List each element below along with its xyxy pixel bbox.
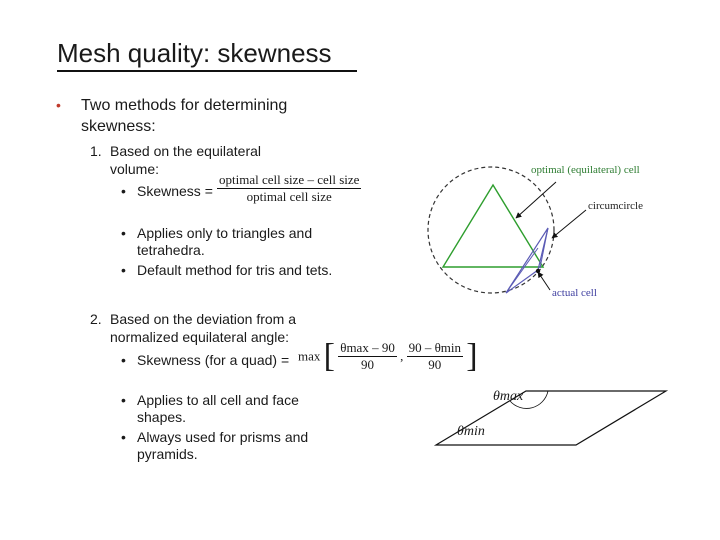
- bullet-dot: •: [121, 183, 126, 199]
- actual-cell-arrow: [538, 272, 550, 290]
- intro-line-2: skewness:: [81, 118, 156, 135]
- intro-line-1: Two methods for determining: [81, 97, 288, 114]
- method2-bullet3-line-1: Always used for prisms and: [137, 429, 309, 445]
- method2-bullet2-line-2: shapes.: [137, 409, 187, 425]
- method2-line-2: normalized equilateral angle:: [110, 329, 289, 345]
- title-underline: [57, 70, 357, 72]
- actual-cell-edge: [506, 248, 538, 293]
- label-circumcircle: circumcircle: [588, 200, 643, 212]
- label-optimal-cell: optimal (equilateral) cell: [531, 164, 640, 176]
- theta-min-label: θmin: [457, 424, 485, 439]
- method1-denominator: optimal cell size: [246, 189, 332, 204]
- bullet-dot: •: [121, 262, 126, 278]
- optimal-cell-triangle: [443, 185, 543, 267]
- right-bracket: ]: [466, 337, 478, 375]
- method1-bullet2-line-1: Applies only to triangles and: [137, 225, 313, 241]
- vertex-dot: [536, 269, 540, 273]
- bullet-dot: •: [121, 392, 126, 408]
- left-bracket: [: [323, 337, 335, 375]
- theta-max-label: θmax: [493, 389, 524, 404]
- method1-numerator: optimal cell size – cell size: [219, 172, 360, 187]
- page-title: Mesh quality: skewness: [57, 38, 332, 68]
- frac2-numerator: 90 – θmin: [408, 340, 462, 355]
- method2-formula: max [ $\frac{\theta\max - 90}{90}$ , $\frac{90 - \theta\min}{90}$ ]: [298, 337, 478, 375]
- method1-line-1: Based on the equilateral: [110, 143, 261, 159]
- bullet-dot: •: [121, 352, 126, 368]
- method1-formula-prefix: Skewness =: [137, 183, 213, 199]
- frac2-denominator: 90: [428, 357, 442, 372]
- method1-bullet3: Default method for tris and tets.: [137, 262, 333, 278]
- method2-formula-prefix: Skewness (for a quad) =: [137, 352, 290, 368]
- frac1-denominator: 90: [361, 357, 375, 372]
- method1-number: 1.: [90, 143, 102, 159]
- method2-bullet2-line-1: Applies to all cell and face: [137, 392, 299, 408]
- method2-number: 2.: [90, 311, 102, 327]
- bullet-dot: •: [121, 429, 126, 445]
- bullet-dot: •: [56, 97, 61, 113]
- method2-bullet3-line-2: pyramids.: [137, 446, 198, 462]
- method1-bullet2-line-2: tetrahedra.: [137, 242, 205, 258]
- label-actual-cell: actual cell: [552, 287, 597, 299]
- circumcircle-arrow: [552, 210, 586, 238]
- bullet-dot: •: [121, 225, 126, 241]
- method2-line-1: Based on the deviation from a: [110, 311, 297, 327]
- method1-line-2: volume:: [110, 161, 160, 177]
- skewness-quad-diagram: [430, 380, 690, 460]
- max-label: max: [298, 348, 321, 364]
- optimal-cell-arrow: [516, 182, 556, 218]
- circumcircle-shape: [428, 167, 554, 293]
- method1-formula: [217, 172, 361, 205]
- frac1-numerator: θmax – 90: [340, 340, 395, 355]
